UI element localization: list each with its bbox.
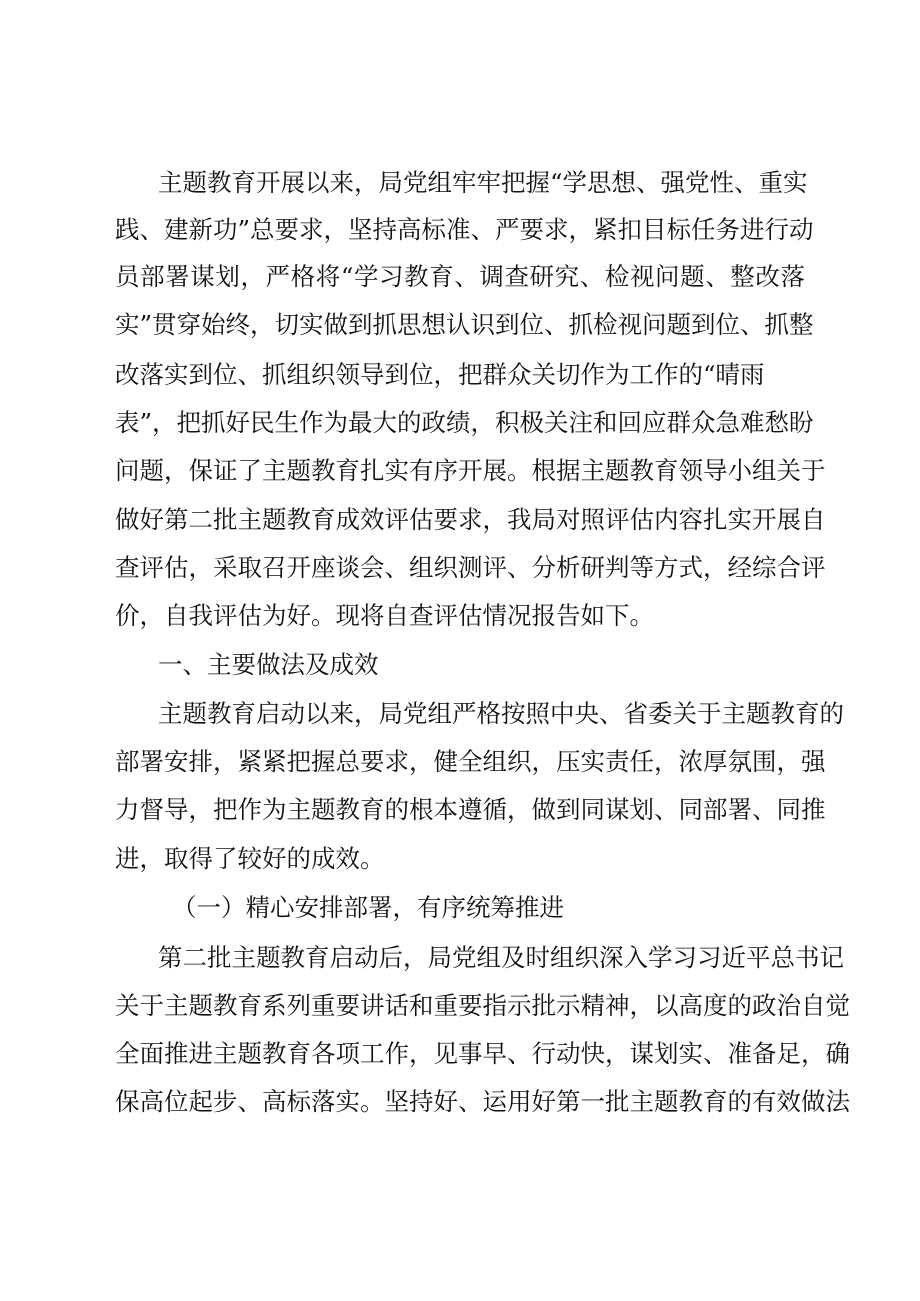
paragraph-1-line-2: 践、建新功”总要求，坚持高标准、严要求，紧扣目标任务进行动: [115, 215, 814, 244]
paragraph-1-line-5: 改落实到位、抓组织领导到位，把群众关切作为工作的“晴雨: [115, 360, 765, 389]
paragraph-1-line-7: 问题，保证了主题教育扎实有序开展。根据主题教育领导小组关于: [115, 456, 826, 485]
paragraph-3-line-2: 关于主题教育系列重要讲话和重要指示批示精神，以高度的政治自觉: [115, 991, 850, 1020]
paragraph-1-line-10: 价，自我评估为好。现将自查评估情况报告如下。: [115, 601, 654, 630]
paragraph-1-line-3: 员部署谋划，严格将“学习教育、调查研究、检视问题、整改落: [115, 262, 805, 291]
paragraph-2-line-4: 进，取得了较好的成效。: [115, 844, 385, 873]
paragraph-1-line-9: 查评估，采取召开座谈会、组织测评、分析研判等方式，经综合评: [115, 553, 826, 582]
paragraph-2-line-1: 主题教育启动以来，局党组严格按照中央、省委关于主题教育的: [158, 699, 844, 728]
paragraph-1-line-6: 表”，把抓好民生作为最大的政绩，积极关注和回应群众急难愁盼: [115, 408, 814, 437]
paragraph-3-line-4: 保高位起步、高标落实。坚持好、运用好第一批主题教育的有效做法: [115, 1087, 850, 1116]
section-heading-1: 一、主要做法及成效: [158, 650, 379, 679]
paragraph-1-line-1: 主题教育开展以来，局党组牢牢把握“学思想、强党性、重实: [158, 168, 808, 197]
paragraph-3-line-1: 第二批主题教育启动后，局党组及时组织深入学习习近平总书记: [158, 943, 844, 972]
paragraph-3-line-3: 全面推进主题教育各项工作，见事早、行动快，谋划实、准备足，确: [115, 1039, 850, 1068]
paragraph-1-line-8: 做好第二批主题教育成效评估要求，我局对照评估内容扎实开展自: [115, 505, 826, 534]
paragraph-1-line-4: 实”贯穿始终，切实做到抓思想认识到位、抓检视问题到位、抓整: [115, 310, 814, 339]
paragraph-2-line-2: 部署安排，紧紧把握总要求，健全组织，压实责任，浓厚氛围，强: [115, 747, 826, 776]
section-heading-2: （一）精心安排部署，有序统筹推进: [172, 893, 564, 922]
paragraph-2-line-3: 力督导，把作为主题教育的根本遵循，做到同谋划、同部署、同推: [115, 795, 826, 824]
